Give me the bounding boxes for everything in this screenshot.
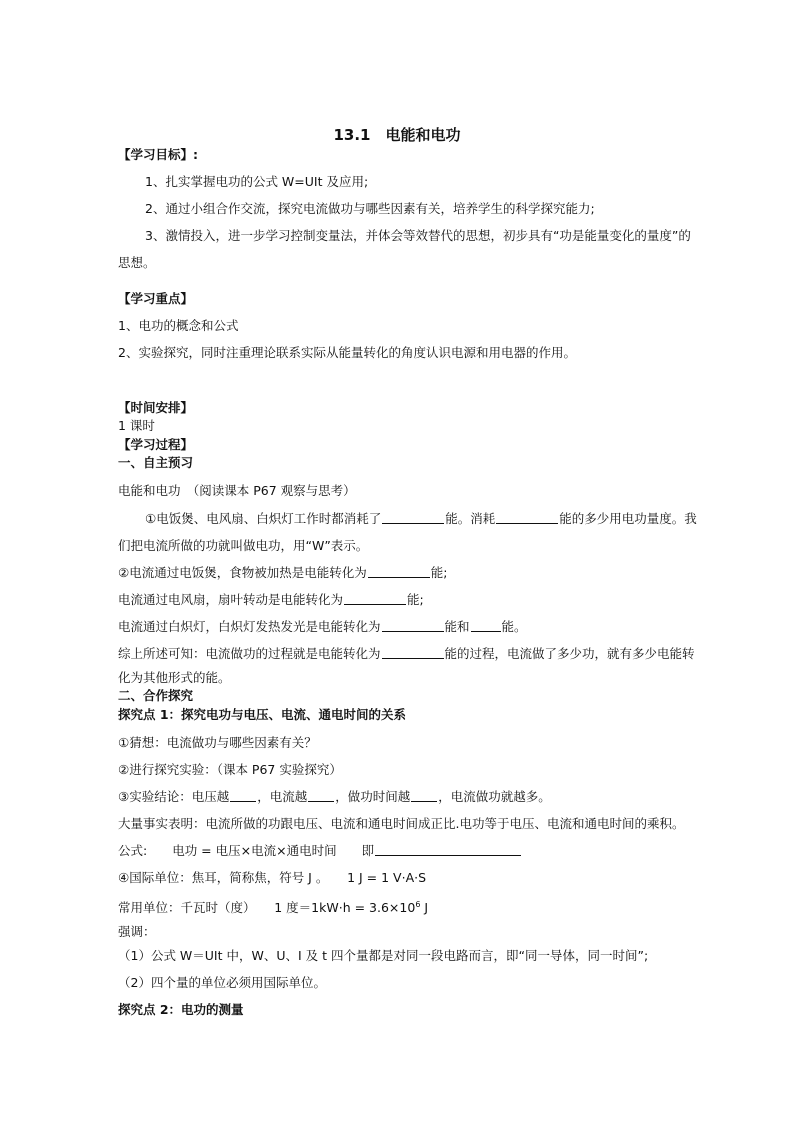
time-heading: 【时间安排】	[118, 400, 194, 415]
goal-item-1: 1、扎实掌握电功的公式 W=UIt 及应用;	[145, 174, 369, 189]
key-points-heading: 【学习重点】	[118, 291, 194, 306]
preview-p5-line2: 化为其他形式的能。	[118, 670, 231, 685]
key-point-2: 2、实验探究，同时注重理论联系实际从能量转化的角度认识电源和用电器的作用。	[118, 345, 576, 360]
fill-blank[interactable]	[382, 511, 444, 524]
p3-text-b: 能;	[407, 592, 424, 607]
p1-text-c: 能的多少用电功量度。我	[559, 511, 697, 526]
fill-blank[interactable]	[230, 789, 256, 802]
fill-blank[interactable]	[382, 646, 444, 659]
p2-text-b: 能;	[430, 565, 448, 580]
conclusion-text-d: ，电流做功就越多。	[438, 789, 551, 804]
p2-text-a: ②电流通过电饭煲，食物被加热是电能转化为	[118, 565, 367, 580]
preview-p1	[145, 511, 697, 527]
experiment-line: ②进行探究实验：（课本 P67 实验探究）	[118, 762, 342, 777]
p1-text-b: 能。消耗	[445, 511, 496, 526]
fill-blank[interactable]	[411, 789, 437, 802]
si-unit-line: ④国际单位：焦耳，简称焦，符号 J 。 1 J = 1 V·A·S	[118, 870, 427, 885]
fill-blank[interactable]	[344, 592, 406, 605]
page-title: 13.1 电能和电功	[333, 126, 461, 144]
fill-blank[interactable]	[471, 619, 501, 632]
conclusion-text-c: ，做功时间越	[335, 789, 411, 804]
explore-point-1: 探究点 1：探究电功与电压、电流、通电时间的关系	[118, 707, 407, 722]
fill-blank[interactable]	[375, 843, 521, 856]
emphasis-label: 强调：	[118, 924, 156, 939]
conclusion-text-b: ，电流越	[257, 789, 308, 804]
note-2: （2）四个量的单位必须用国际单位。	[118, 975, 326, 990]
p5-text-a: 综上所述可知：电流做功的过程就是电能转化为	[118, 646, 381, 661]
fill-blank[interactable]	[368, 565, 430, 578]
p4-text-b: 能和	[444, 619, 470, 634]
preview-intro: 电能和电功 （阅读课本 P67 观察与思考）	[118, 483, 356, 498]
common-unit-line	[118, 897, 428, 916]
key-point-1: 1、电功的概念和公式	[118, 318, 239, 333]
p5-text-b: 能的过程，电流做了多少功，就有多少电能转	[444, 646, 695, 661]
preview-p4	[118, 619, 527, 635]
formula-line	[118, 843, 522, 859]
goal-item-2: 2、通过小组合作交流，探究电流做功与哪些因素有关，培养学生的科学探究能力;	[145, 201, 595, 216]
explore-point-2: 探究点 2：电功的测量	[118, 1002, 244, 1017]
preview-p2	[118, 565, 447, 581]
goal-item-3-cont: 思想。	[118, 255, 156, 270]
fill-blank[interactable]	[382, 619, 444, 632]
preview-p1-line2: 们把电流所做的功就叫做电功，用“W”表示。	[118, 538, 369, 553]
guess-line: ①猜想：电流做功与哪些因素有关？	[118, 735, 317, 750]
section2-heading: 二、合作探究	[118, 688, 194, 703]
section1-heading: 一、自主预习	[118, 455, 194, 470]
p1-text-a: ①电饭煲、电风扇、白炽灯工作时都消耗了	[145, 511, 382, 526]
common-unit-text: 常用单位：千瓦时（度） 1 度＝1kW·h = 3.6×10	[118, 900, 416, 916]
preview-p5	[118, 646, 695, 662]
preview-p3	[118, 592, 424, 608]
exponent: 6	[415, 900, 421, 909]
p4-text-a: 电流通过白炽灯，白炽灯发热发光是电能转化为	[118, 619, 381, 634]
p4-text-c: 能。	[501, 619, 527, 634]
common-unit-suffix: J	[420, 900, 429, 916]
goal-item-3: 3、激情投入，进一步学习控制变量法，并体会等效替代的思想，初步具有“功是能量变化的量度”的	[145, 228, 691, 243]
conclusion-line	[118, 789, 551, 805]
time-value: 1 课时	[118, 418, 155, 433]
note-1: （1）公式 W＝UIt 中，W、U、I 及 t 四个量都是对同一段电路而言，即“同一导体，同一时间”;	[118, 948, 649, 963]
conclusion-text-a: ③实验结论：电压越	[118, 789, 230, 804]
fill-blank[interactable]	[496, 511, 558, 524]
facts-line: 大量事实表明：电流所做的功跟电压、电流和通电时间成正比.电功等于电压、电流和通电时间的乘积。	[118, 816, 685, 831]
process-heading: 【学习过程】	[118, 437, 194, 452]
learning-goals-heading: 【学习目标】:	[118, 147, 198, 162]
p3-text-a: 电流通过电风扇，扇叶转动是电能转化为	[118, 592, 344, 607]
formula-text: 公式: 电功 = 电压×电流×通电时间 即	[118, 843, 375, 858]
fill-blank[interactable]	[308, 789, 334, 802]
